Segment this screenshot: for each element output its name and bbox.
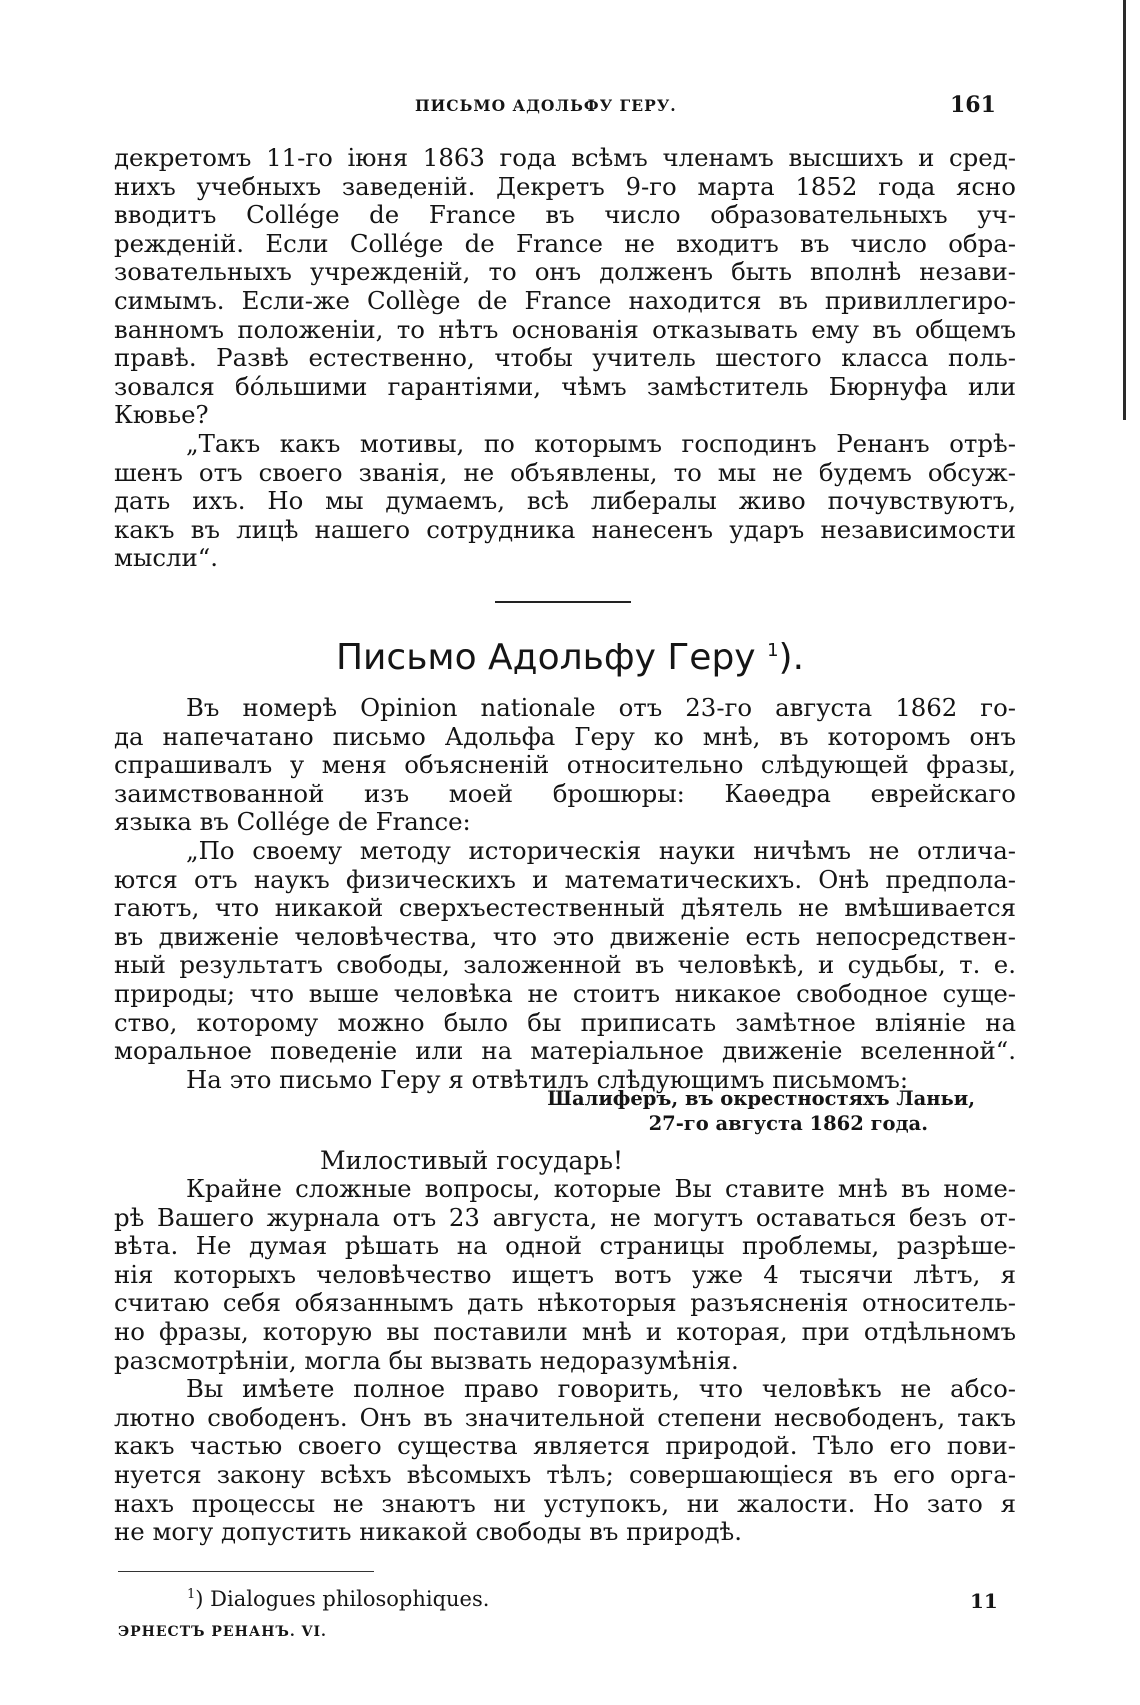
footnote-divider: [118, 1571, 374, 1572]
footnote: [187, 1587, 489, 1611]
text-line: Крайне сложные вопросы, которые Вы ставите мнѣ въ номе-: [186, 1174, 1016, 1203]
letter-intro-block: [114, 694, 1016, 1094]
imprint-line: ЭРНЕСТЪ РЕНАНЪ. VI.: [118, 1624, 327, 1640]
text-line: разсмотрѣніи, могла бы вызвать недоразумѣнія.: [114, 1345, 739, 1375]
signature-number: 11: [970, 1589, 998, 1613]
text-line: декретомъ 11-го іюня 1863 года всѣмъ членамъ высшихъ и сред-: [114, 143, 1016, 172]
text-line: не могу допустить никакой свободы въ природѣ.: [114, 1517, 742, 1547]
text-line: нуется закону всѣхъ вѣсомыхъ тѣлъ; совершающіеся въ его орга-: [114, 1459, 1016, 1489]
running-head: [0, 92, 1140, 126]
top-text-block: [114, 144, 1016, 573]
text-line: ются отъ наукъ физическихъ и математическихъ. Онѣ предпола-: [114, 864, 1016, 894]
text-line: вѣта. Не думая рѣшать на одной страницы проблемы, разрѣше-: [114, 1231, 1016, 1261]
text-line: Кювье?: [114, 400, 209, 430]
text-line: лютно свободенъ. Онъ въ значительной степени несвободенъ, такъ: [114, 1402, 1016, 1432]
text-line: Вы имѣете полное право говорить, что человѣкъ не абсо-: [186, 1374, 1016, 1404]
page-edge-line: [1123, 0, 1126, 420]
text-line: спрашивалъ у меня объясненій относительно слѣдующей фразы,: [114, 750, 1016, 780]
text-line: заимствованной изъ моей брошюры: Каѳедра еврейскаго: [114, 778, 1016, 808]
text-line: На это письмо Геру я отвѣтилъ слѣдующимъ письмомъ:: [186, 1064, 909, 1094]
text-line: гаютъ, что никакой сверхъестественный дѣятель не вмѣшивается: [114, 893, 1016, 923]
text-line: нахъ процессы не знаютъ ни уступокъ, ни жалости. Но зато я: [114, 1488, 1016, 1518]
text-line: ный результатъ свободы, заложенной въ человѣкѣ, и судьбы, т. е.: [114, 950, 1016, 980]
place-date-line-1: Шалиферъ, въ окрестностяхъ Ланьи,: [547, 1087, 975, 1110]
text-line: зовался бо́льшими гарантіями, чѣмъ замѣститель Бюрнуфа или: [114, 371, 1016, 401]
place-date-line-2: 27-го августа 1862 года.: [648, 1112, 928, 1135]
text-line: какъ въ лицѣ нашего сотрудника нанесенъ ударъ независимости: [114, 514, 1016, 544]
text-line: ванномъ положеніи, то нѣтъ основанія отказывать ему въ общемъ: [114, 314, 1016, 344]
section-title-text: Письмо Адольфу Геру: [335, 637, 756, 678]
letter-body-block: [114, 1175, 1016, 1547]
text-line: мысли“.: [114, 543, 219, 573]
footnote-reference: 1: [767, 640, 779, 661]
text-line: „Такъ какъ мотивы, по которымъ господинъ Ренанъ отрѣ-: [186, 428, 1016, 458]
text-line: но фразы, которую вы поставили мнѣ и которая, при отдѣльномъ: [114, 1316, 1016, 1346]
footnote-text: ) Dialogues philosophiques.: [195, 1587, 490, 1611]
text-line: „По своему методу историческія науки ничѣмъ не отлича-: [186, 835, 1016, 865]
text-line: ство, которому можно было бы приписать замѣтное вліяніе на: [114, 1007, 1016, 1037]
text-line: природы; что выше человѣка не стоитъ никакое свободное суще-: [114, 978, 1016, 1008]
text-line: режденій. Если Collége de France не входитъ въ число обра-: [114, 228, 1016, 258]
letter-greeting: Милостивый государь!: [320, 1146, 624, 1175]
text-line: симымъ. Если-же Collège de France находится въ привиллегиро-: [114, 285, 1016, 315]
text-line: считаю себя обязаннымъ дать нѣкоторыя разъясненія относитель-: [114, 1288, 1016, 1318]
text-line: рѣ Вашего журнала отъ 23 августа, не могутъ оставаться безъ от-: [114, 1202, 1016, 1232]
text-line: языка въ Collége de France:: [114, 807, 471, 837]
page-number: 161: [950, 92, 996, 118]
text-line: правѣ. Развѣ естественно, чтобы учитель шестого класса поль-: [114, 343, 1016, 373]
section-divider: [495, 601, 631, 603]
text-line: зовательныхъ учрежденій, то онъ долженъ быть вполнѣ незави-: [114, 257, 1016, 287]
section-title: [0, 637, 1140, 678]
running-head-title: ПИСЬМО АДОЛЬФУ ГЕРУ.: [415, 96, 677, 115]
text-line: да напечатано письмо Адольфа Геру ко мнѣ, въ которомъ онъ: [114, 721, 1016, 751]
text-line: нихъ учебныхъ заведеній. Декретъ 9-го марта 1852 года ясно: [114, 171, 1016, 201]
text-line: шенъ отъ своего званія, не объявлены, то мы не будемъ обсуж-: [114, 457, 1016, 487]
section-title-suffix: ).: [778, 637, 805, 678]
text-line: дать ихъ. Но мы думаемъ, всѣ либералы живо почувствуютъ,: [114, 486, 1016, 516]
text-line: въ движеніе человѣчества, что это движеніе есть непосредствен-: [114, 921, 1016, 951]
footnote-mark: 1: [187, 1587, 196, 1602]
text-line: вводитъ Collége de France въ число образовательныхъ уч-: [114, 200, 1016, 230]
text-line: нія которыхъ человѣчество ищетъ вотъ уже 4 тысячи лѣтъ, я: [114, 1259, 1016, 1289]
text-line: какъ частью своего существа является природой. Тѣло его пови-: [114, 1431, 1016, 1461]
text-line: Въ номерѣ Opinion nationale отъ 23-го августа 1862 го-: [186, 693, 1016, 722]
text-line: моральное поведеніе или на матеріальное движеніе вселенной“.: [114, 1036, 1016, 1066]
